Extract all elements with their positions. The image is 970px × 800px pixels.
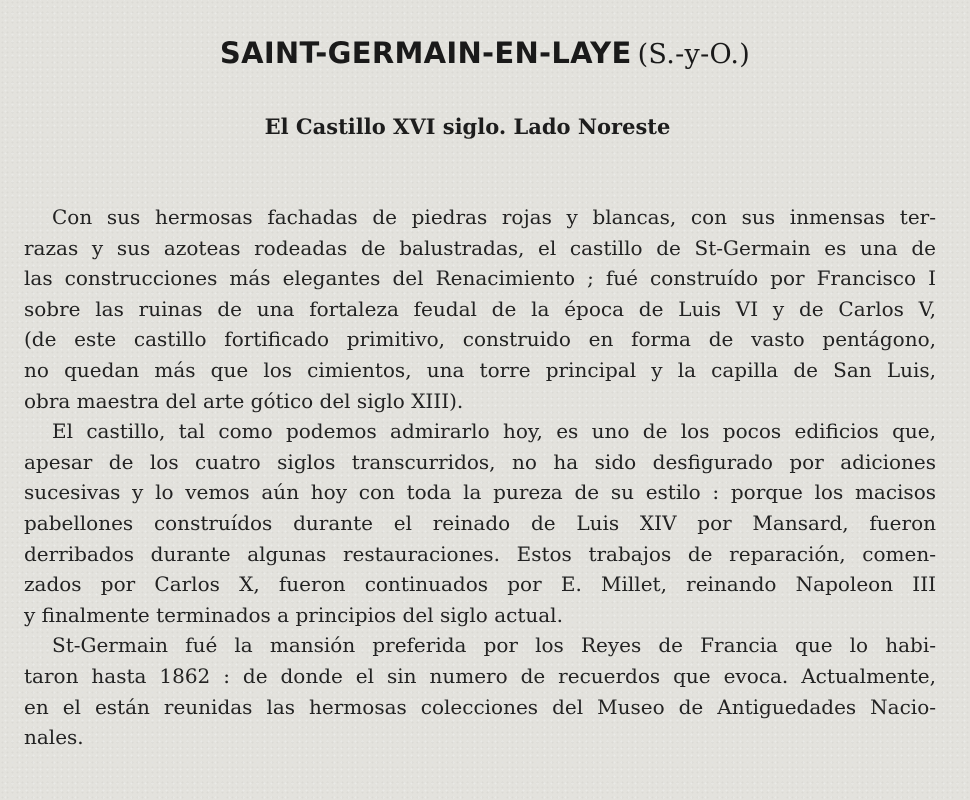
title-place: SAINT-GERMAIN-EN-LAYE: [219, 36, 632, 70]
document-body: [24, 202, 936, 753]
text-line: no quedan más que los cimientos, una torre principal y la capilla de San Luis,: [24, 357, 936, 382]
text-line: obra maestra del arte gótico del siglo XIII).: [24, 388, 464, 413]
text-line: razas y sus azoteas rodeadas de balustradas, el castillo de St-Germain es una de: [24, 235, 936, 260]
text-line: en el están reunidas las hermosas colecciones del Museo de Antiguedades Nacio-: [24, 694, 936, 719]
text-line: apesar de los cuatro siglos transcurridos, no ha sido desfigurado por adiciones: [24, 449, 936, 474]
text-line: Con sus hermosas fachadas de piedras rojas y blancas, con sus inmensas ter-: [52, 205, 936, 229]
paragraph-1: [24, 202, 936, 416]
document-subtitle: El Castillo XVI siglo. Lado Noreste: [264, 114, 671, 139]
paragraph-2: [24, 416, 936, 630]
text-line: El castillo, tal como podemos admirarlo hoy, es uno de los pocos edificios que,: [52, 419, 936, 444]
text-line: (de este castillo fortificado primitivo, construido en forma de vasto pentágono,: [24, 327, 936, 352]
text-line: St-Germain fué la mansión preferida por los Reyes de Francia que lo habi-: [52, 633, 936, 658]
text-line: nales.: [24, 725, 84, 750]
text-line: pabellones construídos durante el reinado de Luis XIV por Mansard, fueron: [24, 510, 936, 535]
text-line: derribados durante algunas restauraciones. Estos trabajos de reparación, comen-: [24, 541, 936, 566]
title-department: (S.-y-O.): [637, 39, 751, 70]
document-title: [0, 36, 970, 70]
text-line: sucesivas y lo vemos aún hoy con toda la pureza de su estilo : porque los macisos: [24, 480, 936, 505]
text-line: zados por Carlos X, fueron continuados por E. Millet, reinando Napoleon III: [24, 572, 936, 597]
paragraph-3: [24, 630, 936, 752]
text-line: sobre las ruinas de una fortaleza feudal de la época de Luis VI y de Carlos V,: [24, 296, 936, 321]
text-line: las construcciones más elegantes del Renacimiento ; fué construído por Francisco I: [24, 266, 936, 291]
text-line: taron hasta 1862 : de donde el sin numero de recuerdos que evoca. Actualmente,: [24, 663, 936, 688]
text-line: y finalmente terminados a principios del siglo actual.: [24, 602, 563, 627]
